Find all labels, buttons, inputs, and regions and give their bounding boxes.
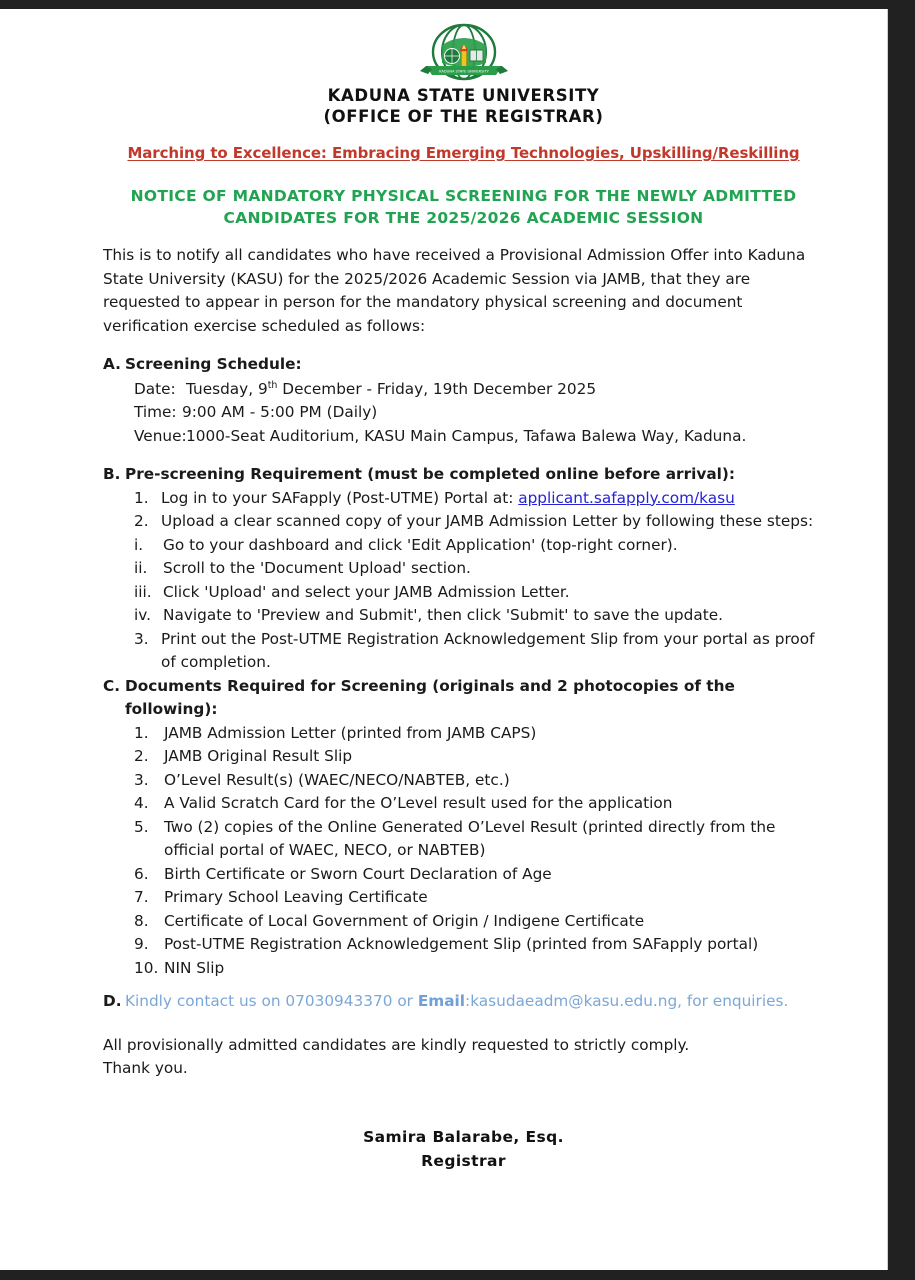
time-value: 9:00 AM - 5:00 PM (Daily) bbox=[182, 403, 378, 421]
list-marker: 9. bbox=[134, 935, 149, 953]
venue-label: Venue: bbox=[134, 426, 187, 445]
list-text: NIN Slip bbox=[164, 958, 225, 977]
list-marker: 8. bbox=[134, 911, 149, 930]
list-item bbox=[134, 581, 824, 605]
time-label: Time: bbox=[134, 403, 177, 421]
intro-paragraph: This is to notify all candidates who have received a Provisional Admission Offer into Kaduna State University (KASU) for the 2025/2026 Academic Session via JAMB, that they are requested to appear in person for the mandatory physical screening and document verification exercise scheduled as follows: bbox=[103, 246, 806, 335]
registrar-office-label: (OFFICE OF THE REGISTRAR) bbox=[323, 107, 604, 126]
closing-paragraph bbox=[103, 1034, 824, 1081]
section-d-contact bbox=[103, 990, 824, 1014]
notice-title-line-1: NOTICE OF MANDATORY PHYSICAL SCREENING FOR THE NEWLY ADMITTED bbox=[130, 187, 797, 205]
screening-schedule bbox=[134, 378, 824, 449]
crest-container bbox=[103, 19, 824, 81]
list-text: Print out the Post-UTME Registration Acknowledgement Slip from your portal as proof of completion. bbox=[161, 629, 815, 671]
section-a-heading bbox=[103, 353, 824, 377]
schedule-date-row bbox=[134, 378, 824, 402]
svg-text:KADUNA STATE UNIVERSITY: KADUNA STATE UNIVERSITY bbox=[438, 69, 489, 74]
date-value-post: December - Friday, 19th December 2025 bbox=[277, 379, 597, 398]
list-marker: 5. bbox=[134, 817, 149, 836]
table-row bbox=[134, 816, 824, 863]
section-d-letter: D. bbox=[103, 992, 122, 1010]
top-chrome-bar bbox=[0, 0, 915, 9]
date-label: Date: bbox=[134, 379, 176, 398]
list-text: Click 'Upload' and select your JAMB Admission Letter. bbox=[163, 582, 570, 601]
list-marker: i. bbox=[134, 535, 144, 554]
schedule-time-row bbox=[134, 401, 824, 425]
list-text bbox=[161, 487, 824, 511]
list-text: Two (2) copies of the Online Generated O’Level Result (printed directly from the official portal of WAEC, NECO, or NABTEB) bbox=[164, 817, 776, 859]
list-marker: iii. bbox=[134, 582, 152, 601]
table-row bbox=[134, 769, 824, 793]
registrar-name: Samira Balarabe, Esq. bbox=[363, 1127, 564, 1146]
upload-substeps-list bbox=[134, 534, 824, 628]
list-text: JAMB Admission Letter (printed from JAMB CAPS) bbox=[164, 723, 537, 742]
section-a-title: Screening Schedule: bbox=[125, 355, 302, 373]
date-value bbox=[186, 378, 824, 402]
list-item bbox=[134, 557, 824, 581]
registrar-title: Registrar bbox=[421, 1151, 506, 1170]
table-row bbox=[134, 863, 824, 887]
table-row bbox=[134, 910, 824, 934]
list-text: Post-UTME Registration Acknowledgement Slip (printed from SAFapply portal) bbox=[164, 935, 759, 953]
pre-screening-list bbox=[134, 487, 824, 534]
closing-line-1: All provisionally admitted candidates are kindly requested to strictly comply. bbox=[103, 1035, 690, 1054]
list-marker: 4. bbox=[134, 794, 149, 812]
section-c-letter: C. bbox=[103, 676, 121, 695]
table-row bbox=[134, 745, 824, 769]
section-b-title: Pre-screening Requirement (must be completed online before arrival): bbox=[125, 465, 736, 483]
university-name: KADUNA STATE UNIVERSITY bbox=[327, 86, 600, 105]
list-marker: 1. bbox=[134, 723, 149, 742]
university-tagline: Marching to Excellence: Embracing Emerging Technologies, Upskilling/Reskilling bbox=[127, 144, 800, 162]
schedule-venue-row bbox=[134, 425, 824, 449]
list-text: Primary School Leaving Certificate bbox=[164, 888, 428, 906]
list-item bbox=[134, 628, 824, 675]
document-page bbox=[0, 9, 888, 1270]
list-text: A Valid Scratch Card for the O’Level result used for the application bbox=[164, 794, 673, 812]
contact-phone-text: Kindly contact us on 07030943370 or bbox=[125, 992, 418, 1010]
closing-line-2: Thank you. bbox=[103, 1059, 188, 1077]
contact-line bbox=[125, 990, 788, 1014]
notice-title bbox=[103, 186, 824, 229]
list-text: O’Level Result(s) (WAEC/NECO/NABTEB, etc.) bbox=[164, 770, 510, 789]
list-marker: 3. bbox=[134, 629, 149, 648]
email-label: Email bbox=[417, 992, 466, 1010]
list-text: Upload a clear scanned copy of your JAMB Admission Letter by following these steps: bbox=[161, 512, 814, 530]
notice-title-line-2: CANDIDATES FOR THE 2025/2026 ACADEMIC SESSION bbox=[223, 208, 704, 227]
venue-value: 1000-Seat Auditorium, KASU Main Campus, Tafawa Balewa Way, Kaduna. bbox=[186, 426, 747, 445]
section-c-heading bbox=[103, 675, 824, 722]
list-item bbox=[134, 487, 824, 511]
list-text: Scroll to the 'Document Upload' section. bbox=[163, 559, 471, 577]
list-item bbox=[134, 534, 824, 558]
right-chrome-bar bbox=[888, 0, 915, 1280]
kasu-university-crest-icon bbox=[416, 19, 512, 81]
list-marker: 3. bbox=[134, 770, 149, 789]
table-row bbox=[134, 792, 824, 816]
list-marker: 2. bbox=[134, 747, 149, 765]
list-marker: 6. bbox=[134, 864, 149, 883]
pre-screening-list-continued bbox=[134, 628, 824, 675]
table-row bbox=[134, 886, 824, 910]
list-marker: ii. bbox=[134, 559, 148, 577]
contact-email-text[interactable]: :kasudaeadm@kasu.edu.ng, for enquiries. bbox=[465, 992, 789, 1010]
date-ordinal-suffix: th bbox=[267, 379, 278, 391]
section-a-letter: A. bbox=[103, 355, 121, 373]
bottom-chrome-bar bbox=[0, 1270, 915, 1280]
table-row bbox=[134, 933, 824, 957]
list-item bbox=[134, 510, 824, 534]
safapply-portal-link[interactable]: applicant.safapply.com/kasu bbox=[518, 488, 735, 507]
list-marker: 7. bbox=[134, 888, 149, 906]
section-b-heading bbox=[103, 463, 824, 487]
list-marker: iv. bbox=[134, 606, 151, 624]
list-marker: 10. bbox=[134, 958, 159, 977]
table-row bbox=[134, 957, 824, 981]
list-text: Birth Certificate or Sworn Court Declaration of Age bbox=[164, 864, 552, 883]
section-b-letter: B. bbox=[103, 465, 121, 483]
list-marker: 2. bbox=[134, 512, 149, 530]
list-item bbox=[134, 604, 824, 628]
notice-body bbox=[103, 244, 824, 1173]
list-marker: 1. bbox=[134, 488, 149, 507]
section-c-title: Documents Required for Screening (originals and 2 photocopies of the following): bbox=[125, 676, 735, 718]
list-text: Certificate of Local Government of Origin / Indigene Certificate bbox=[164, 911, 645, 930]
required-documents-list bbox=[134, 722, 824, 981]
table-row bbox=[134, 722, 824, 746]
signature-block bbox=[103, 1125, 824, 1173]
list-text: Go to your dashboard and click 'Edit Application' (top-right corner). bbox=[163, 535, 678, 554]
list-text: JAMB Original Result Slip bbox=[164, 747, 353, 765]
list-text: Navigate to 'Preview and Submit', then click 'Submit' to save the update. bbox=[163, 606, 723, 624]
date-value-pre: Tuesday, 9 bbox=[186, 379, 268, 398]
portal-instruction-text: Log in to your SAFapply (Post-UTME) Portal at: bbox=[161, 488, 519, 507]
